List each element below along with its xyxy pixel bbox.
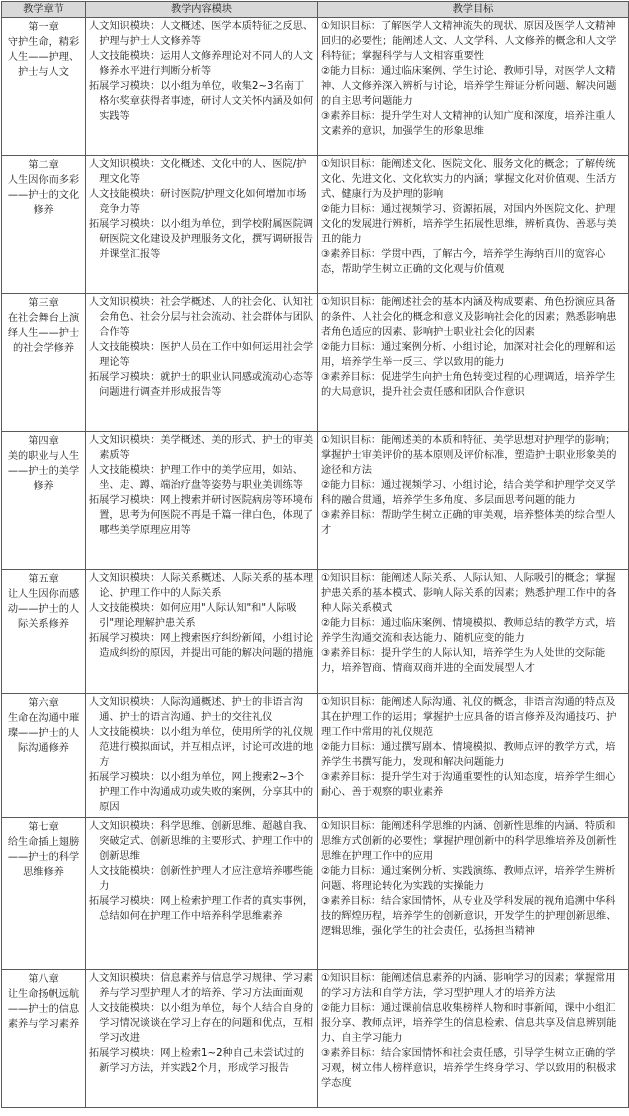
goal-knowledge: ①知识目标：能阐述社会的基本内涵及构成要素、角色扮演应具备的条件、人社会化的概念和意义及影响社会化的因素；熟悉影响患者角色适应的因素、影响护士职业社会化的因素 xyxy=(321,297,617,338)
module-skill: 人文技能模块：创新性护理人才应注意培养哪些能力 xyxy=(89,866,314,892)
goal-quality: ③素养目标：结合家国情怀，从专业及学科发展的视角追溯中华科技的辉煌历程，培养学生的创新意识，开发学生的护理创新思维、逻辑思维，强化学生的社会责任，弘扬担当精神 xyxy=(321,896,617,937)
module-knowledge: 人文知识模块：社会学概述、人的社会化、认知社会角色、社会分层与社会流动、社会群体与团队合作等 xyxy=(89,297,314,338)
chapter-cell xyxy=(2,18,86,156)
chapter-title: 让人生因你而感动——护士的人际关系修养 xyxy=(7,589,80,630)
goal-cell xyxy=(318,432,629,570)
chapter-number: 第七章 xyxy=(28,822,59,833)
table-row xyxy=(2,432,629,570)
goal-cell xyxy=(318,970,629,1108)
chapter-title: 人生因你而多彩——护士的文化修养 xyxy=(7,175,80,216)
chapter-number: 第三章 xyxy=(28,298,59,309)
chapter-cell xyxy=(2,970,86,1108)
chapter-title: 给生命插上翅膀——护士的科学思维修养 xyxy=(7,837,80,878)
goal-knowledge: ①知识目标：能阐述美的本质和特征、美学思想对护理学的影响；掌握护士审美评价的基本原则及评价标准，塑造护士职业形象美的途径和方法 xyxy=(321,435,617,476)
chapter-number: 第四章 xyxy=(28,436,59,447)
module-knowledge: 人文知识模块：信息素养与信息学习规律、学习素养与学习型护理人才的培养、学习方法面面观 xyxy=(89,973,314,999)
curriculum-table xyxy=(1,1,629,1108)
goal-ability: ②能力目标：通过临床案例、学生讨论、教师引导，对医学人文精神、人文修养深入辨析与讨论，培养学生辩证分析问题、解决问题的自主思考问题能力 xyxy=(321,66,617,107)
goal-cell xyxy=(318,570,629,694)
goal-quality: ③素养目标：提升学生的人际认知，培养学生为人处世的交际能力，培养智商、情商双商并进的全面发展型人才 xyxy=(321,648,606,674)
chapter-number: 第一章 xyxy=(28,22,59,33)
module-cell xyxy=(86,156,318,294)
module-cell xyxy=(86,18,318,156)
table-row xyxy=(2,294,629,432)
header-goal: 教学目标 xyxy=(318,2,629,18)
goal-quality: ③素养目标：结合家国情怀和社会责任感，引导学生树立正确的学习观，树立伟人榜样意识，培养学生终身学习、学以致用的积极求学态度 xyxy=(321,1048,617,1089)
module-skill: 人文技能模块：研讨医院/护理文化如何增加市场竞争力等 xyxy=(89,189,307,215)
chapter-cell xyxy=(2,432,86,570)
header-chapter: 教学章节 xyxy=(2,2,86,18)
goal-knowledge: ①知识目标：能阐述人际沟通、礼仪的概念，非语言沟通的特点及其在护理工作的运用；掌握护士应具备的语言修养及沟通技巧、护理工作中常用的礼仪规范 xyxy=(321,697,617,738)
header-module: 教学内容模块 xyxy=(86,2,318,18)
module-skill: 人文技能模块：护理工作中的美学应用，如站、坐、走、蹲、端治疗盘等姿势与职业美训练等 xyxy=(89,465,303,491)
header-row xyxy=(2,2,629,18)
module-extension: 拓展学习模块：以小组为单位，网上搜索2~3个护理工作中沟通成功或失败的案例，分享其中的原因 xyxy=(89,772,314,813)
chapter-number: 第八章 xyxy=(28,974,59,985)
goal-quality: ③素养目标：学贯中西，了解古今，培养学生海纳百川的宽容心态，帮助学生树立正确的文化观与价值观 xyxy=(321,249,606,275)
chapter-title: 美的职业与人生——护士的美学修养 xyxy=(7,451,80,492)
module-skill: 人文技能模块：以小组为单位，每个人结合自身的学习情况谈谈在学习上存在的问题和优点，互相学习改进 xyxy=(89,1003,314,1044)
chapter-number: 第二章 xyxy=(28,160,59,171)
goal-cell xyxy=(318,18,629,156)
module-extension: 拓展学习模块：就护士的职业认同感或流动心态等问题进行调查并形成报告等 xyxy=(89,372,314,398)
module-extension: 拓展学习模块：网上检索护理工作者的真实事例，总结如何在护理工作中培养科学思维素养 xyxy=(89,896,314,922)
module-knowledge: 人文知识模块：人际沟通概述、护士的非语言沟通、护士的语言沟通、护士的交往礼仪 xyxy=(89,697,303,723)
module-cell xyxy=(86,818,318,970)
goal-quality: ③素养目标：帮助学生树立正确的审美观，培养整体美的综合型人才 xyxy=(321,510,616,536)
module-cell xyxy=(86,294,318,432)
chapter-cell xyxy=(2,156,86,294)
goal-ability: ②能力目标：通过视频学习、小组讨论，结合美学和护理学交叉学科的融合贯通，培养学生多角度、多层面思考问题的能力 xyxy=(321,480,616,506)
goal-ability: ②能力目标：通过撰写剧本、情境模拟、教师点评的教学方式，培养学生书撰写能力，发现和解决问题能力 xyxy=(321,742,616,768)
goal-quality: ③素养目标：提升学生对于沟通重要性的认知态度，培养学生细心耐心、善于观察的职业素养 xyxy=(321,772,616,798)
module-skill: 人文技能模块：以小组为单位，使用所学的礼仪规范进行模拟面试，并互相点评，讨论可改进的地方 xyxy=(89,727,314,768)
module-knowledge: 人文知识模块：科学思维、创新思维、超越自我、突破定式、创新思维的主要形式、护理工作中的创新思维 xyxy=(89,821,314,862)
module-knowledge: 人文知识模块：文化概述、文化中的人、医院/护理文化等 xyxy=(89,159,307,185)
chapter-title: 守护生命，精彩人生——护理、护士与人文 xyxy=(7,37,80,78)
module-cell xyxy=(86,694,318,818)
goal-quality: ③素养目标：促进学生向护士角色转变过程的心理调适，培养学生的大局意识，提升社会责任感和团队合作意识 xyxy=(321,372,616,398)
module-extension: 拓展学习模块：以小组为单位，收集2~3名南丁格尔奖章获得者事迹，研讨人文关怀内涵及如何实践等 xyxy=(89,81,314,122)
module-knowledge: 人文知识模块：人文概述、医学本质特征之反思、护理与护士人文修养等 xyxy=(89,21,314,47)
chapter-title: 生命在沟通中璀璨——护士的人际沟通修养 xyxy=(7,713,80,754)
table-row xyxy=(2,970,629,1108)
goal-cell xyxy=(318,294,629,432)
module-skill: 人文技能模块：运用人文修养理论对不同人的人文修养水平进行判断分析等 xyxy=(89,51,314,77)
module-cell xyxy=(86,970,318,1108)
module-cell xyxy=(86,570,318,694)
goal-cell xyxy=(318,818,629,970)
goal-ability: ②能力目标：通过案例分析、实践演练、教师点评，培养学生辨析问题、将理论转化为实践的实操能力 xyxy=(321,866,616,892)
goal-ability: ②能力目标：通过课前信息收集榜样人物和时事新闻，课中小组汇报分享、教师点评，培养学生的信息检索、信息共享及信息辨别能力、自主学习能力 xyxy=(321,1003,617,1044)
table-row xyxy=(2,156,629,294)
chapter-number: 第五章 xyxy=(28,574,59,585)
chapter-number: 第六章 xyxy=(28,698,59,709)
goal-cell xyxy=(318,694,629,818)
module-skill: 人文技能模块：医护人员在工作中如何运用社会学理论等 xyxy=(89,342,314,368)
table-row xyxy=(2,18,629,156)
chapter-title: 在社会舞台上演绎人生——护士的社会学修养 xyxy=(7,313,80,354)
table-row xyxy=(2,694,629,818)
module-cell xyxy=(86,432,318,570)
module-knowledge: 人文知识模块：美学概述、美的形式、护士的审美素质等 xyxy=(89,435,314,461)
goal-knowledge: ①知识目标：了解医学人文精神流失的现状、原因及医学人文精神回归的必要性；能阐述人文、人文学科、人文修养的概念和人文学科特征；掌握科学与人文相容重要性 xyxy=(321,21,617,62)
goal-ability: ②能力目标：通过案例分析、小组讨论，加深对社会化的理解和运用，培养学生举一反三、学以致用的能力 xyxy=(321,342,616,368)
table-row xyxy=(2,818,629,970)
goal-knowledge: ①知识目标：能阐述人际关系、人际认知、人际吸引的概念；掌握护患关系的基本模式、影响人际关系的因素；熟悉护理工作中的各种人际关系模式 xyxy=(321,573,617,614)
module-extension: 拓展学习模块：以小组为单位，到学校附属医院调研医院文化建设及护理服务文化，撰写调研报告并课堂汇报等 xyxy=(89,219,314,260)
goal-knowledge: ①知识目标：能阐述信息素养的内涵、影响学习的因素；掌握常用的学习方法和自学方法，学习型护理人才的培养方法 xyxy=(321,973,616,999)
goal-ability: ②能力目标：通过临床案例、情境模拟、教师总结的教学方式，培养学生沟通交流和表达能力、随机应变的能力 xyxy=(321,618,616,644)
module-extension: 拓展学习模块：网上搜索并研讨医院病房等环境布置，思考为何医院不再是千篇一律白色，体现了哪些美学原理应用等 xyxy=(89,495,314,536)
module-extension: 拓展学习模块：网上搜索医疗纠纷新闻，小组讨论造成纠纷的原因，并提出可能的解决问题的措施 xyxy=(89,633,314,659)
goal-ability: ②能力目标：通过视频学习、资源拓展，对国内外医院文化、护理文化的发展进行辨析，培养学生拓展性思维，辨析真伪、善恶与美丑的能力 xyxy=(321,204,617,245)
chapter-cell xyxy=(2,694,86,818)
chapter-cell xyxy=(2,818,86,970)
goal-knowledge: ①知识目标：能阐述文化、医院文化、服务文化的概念；了解传统文化、先进文化、文化软实力的内涵；掌握文化对价值观、生活方式、健康行为及护理的影响 xyxy=(321,159,617,200)
module-skill: 人文技能模块：如何应用"人际认知"和"人际吸引"理论理解护患关系 xyxy=(89,603,297,629)
module-knowledge: 人文知识模块：人际关系概述、人际关系的基本理论、护理工作中的人际关系 xyxy=(89,573,314,599)
table-row xyxy=(2,570,629,694)
chapter-title: 让生命扬帆远航——护士的信息素养与学习素养 xyxy=(7,989,80,1030)
goal-quality: ③素养目标：提升学生对人文精神的认知广度和深度，培养注重人文素养的意识，加强学生的形象思维 xyxy=(321,111,616,137)
goal-cell xyxy=(318,156,629,294)
goal-knowledge: ①知识目标：能阐述科学思维的内涵、创新性思维的内涵、特质和思维方式创新的必要性；掌握护理创新中的科学思维培养及创新性思维在护理工作中的应用 xyxy=(321,821,617,862)
chapter-cell xyxy=(2,570,86,694)
chapter-cell xyxy=(2,294,86,432)
module-extension: 拓展学习模块：网上检索1~2种自己未尝试过的新学习方法，并实践2个月，形成学习报告 xyxy=(89,1048,305,1074)
